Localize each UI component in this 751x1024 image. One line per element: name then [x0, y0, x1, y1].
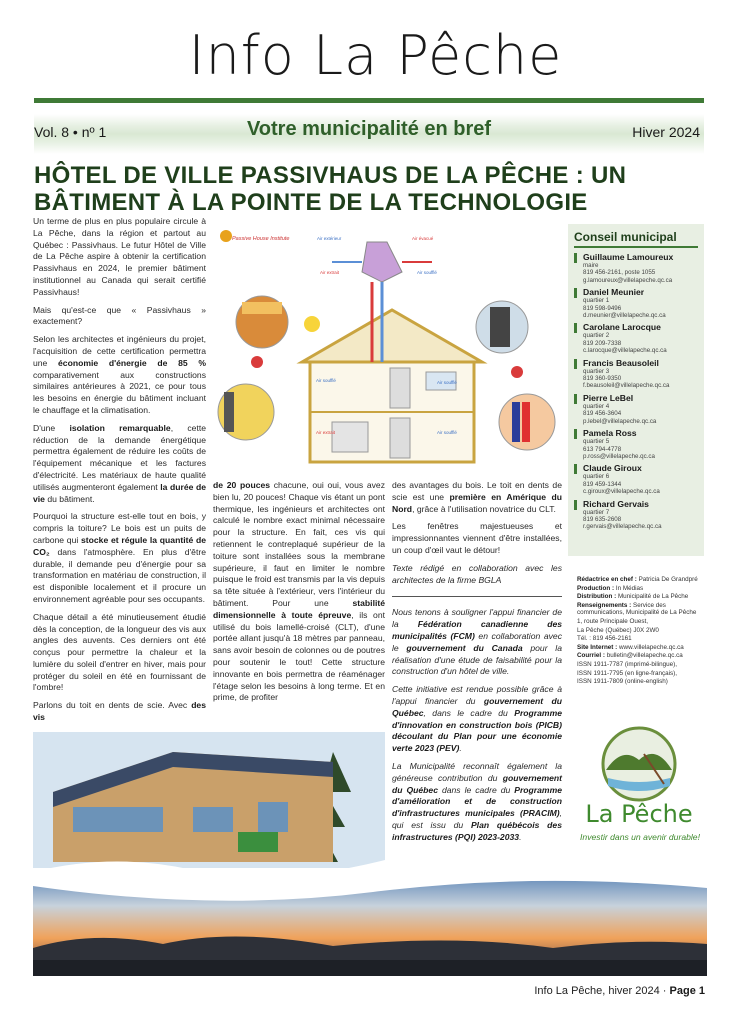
council-member [574, 358, 698, 390]
member-role: quartier 1 [583, 297, 610, 305]
svg-text:Air évacué: Air évacué [412, 236, 434, 241]
divider [392, 596, 562, 597]
member-role: maire [583, 262, 599, 269]
member-phone: 613 794-4778 [583, 445, 622, 453]
member-role: quartier 7 [583, 508, 610, 516]
website-link[interactable]: www.villelapeche.qc.ca [619, 643, 684, 651]
paragraph: Un terme de plus en plus populaire circule à La Pêche, dans la région et partout au Québec : Passivhaus. Le futur Hôtel de Ville de La Pêche aspire à obtenir la certification Passivhaus en 2024, le premier bâtiment institutionnel au Canada qui serait certifié Passivhaus! [33, 216, 206, 297]
masthead-title: Info La Pêche [188, 24, 563, 87]
passive-house-logo-icon [220, 230, 232, 242]
council-sidebar [568, 224, 704, 556]
member-email[interactable]: f.beausoleil@villelapeche.qc.ca [583, 382, 670, 390]
article-column-1 [33, 216, 206, 730]
institute-label: Passive House Institute [232, 236, 290, 242]
passivhaus-diagram [212, 222, 562, 472]
paragraph: La Municipalité reconnaît également la généreuse contribution du gouvernement du Québec dans le cadre du Programme d'amélioration et de construction d'infrastructures municipales (PRACIM), qui est issu du Plan québécois des infrastructures (PQI) 2023-2033. [392, 760, 562, 842]
svg-text:Air extrait: Air extrait [316, 430, 336, 435]
member-phone: 819 360-9350 [583, 375, 622, 383]
member-name: Claude Giroux [583, 463, 642, 474]
logo-wordmark: La Pêche [585, 800, 693, 828]
council-member [574, 393, 698, 425]
member-phone: 819 459-1344 [583, 480, 622, 488]
article-column-2 [213, 480, 385, 710]
member-role: quartier 2 [583, 332, 610, 340]
issue-banner [34, 114, 704, 154]
article-column-3 [392, 480, 562, 850]
issue-season: Hiver 2024 [632, 124, 700, 140]
svg-text:Air soufflé: Air soufflé [437, 380, 457, 385]
member-name: Daniel Meunier [583, 287, 645, 298]
member-name: Pierre LeBel [583, 392, 634, 403]
svg-text:Air soufflé: Air soufflé [316, 378, 336, 383]
paragraph: Texte rédigé en collaboration avec les architectes de la firme BGLA [392, 562, 562, 585]
member-email[interactable]: c.giroux@villelapeche.qc.ca [583, 488, 660, 496]
council-member [574, 252, 698, 284]
page-number: Page 1 [669, 985, 705, 997]
paragraph: de 20 pouces chacune, oui oui, vous avez bien lu, 20 pouces! Chaque vis étant un pont thermique, les ingénieurs et architectes ont calculé le nombre exact minimal nécessaire pour la structure. En fait, ces vis qui retiennent le contreplaqué supérieur de la toiture sont installées sous la membrane supérieure, il faut en limiter le nombre puisque le froid est transmis par la vis depuis sa tête située à l'extérieur, vers l'intérieur du bâtiment. Pour une stabilité dimensionnelle à toute épreuve, ils ont utilisé du bois lamellé-croisé (CLT), d'une portée allant jusqu'à 18 mètres par panneau, sans avoir besoin de colonnes ou de poutres pour soutenir le tout! Cette structure innovante en bois permettra de réaménager l'étage selon les besoins à long terme. Et en prime, de profiter [213, 480, 386, 703]
member-email[interactable]: c.larocque@villelapeche.qc.ca [583, 347, 667, 355]
sun-icon [304, 316, 320, 332]
page-footer: Info La Pêche, hiver 2024 · Page 1 [534, 985, 705, 997]
paragraph: Cette initiative est rendue possible grâce à l'appui financier du gouvernement du Québec, dans le cadre du Programme d'innovation en construction bois (PICB) découlant du Plan pour une économie verte 2023 (PEV). [392, 684, 563, 754]
member-role: quartier 5 [583, 438, 610, 446]
member-phone: 819 598-9496 [583, 304, 622, 312]
member-phone: 819 209-7338 [583, 339, 622, 347]
member-email[interactable]: d.meunier@villelapeche.qc.ca [583, 312, 666, 320]
volume-number: Vol. 8 • nº 1 [34, 124, 107, 140]
publication-credits: Rédactrice en chef : Patricia De Grandpré Production : In Médias Distribution : Municipalité de La Pêche Renseignements : Service des communications, Municipalité de La Pêche 1, route Principale Ouest, La Pêche (Québec) J0X 2W0 Tél. : 819 456-2161 Site Internet : www.villelapeche.qc.ca Courriel : bulletin@villelapeche.qc.ca ISSN 1911-7787 (imprimé-bilingue), ISSN 1911-7795 (en ligne-français), ISSN 1911-7809 (online-english) [577, 576, 698, 686]
council-member [574, 428, 698, 460]
paragraph: Nous tenons à souligner l'appui financier de la Fédération canadienne des municipalités (FCM) en collaboration avec le gouvernement du Canada pour la réalisation d'une étude de faisabilité pour la construction d'un hôtel de ville. [392, 607, 563, 677]
sunset-landscape-photo [33, 868, 707, 976]
member-role: quartier 6 [583, 473, 610, 481]
member-email[interactable]: p.ross@villelapeche.qc.ca [583, 452, 655, 460]
council-member [574, 463, 698, 495]
council-member [574, 322, 698, 354]
member-name: Guillaume Lamoureux [583, 252, 674, 262]
member-name: Francis Beausoleil [583, 357, 659, 368]
member-email[interactable]: p.lebel@villelapeche.qc.ca [583, 417, 657, 425]
email-link[interactable]: bulletin@villelapeche.qc.ca [606, 652, 683, 660]
member-name: Pamela Ross [583, 428, 637, 439]
member-name: Carolane Larocque [583, 322, 661, 333]
article-headline: HÔTEL DE VILLE PASSIVHAUS DE LA PÊCHE : UN BÂTIMENT À LA POINTE DE LA TECHNOLOGIE [34, 162, 627, 216]
member-phone: 819 456-3604 [583, 410, 622, 418]
svg-text:Air soufflé: Air soufflé [437, 430, 457, 435]
paragraph: Chaque détail a été minutieusement étudié dès la conception, de la longueur des vis aux angles des auvents. Ces derniers ont été conçus pour permettre la chaleur et la lumière du soleil d'entrer en hiver, mais pour protéger du soleil en été en fournissant de l'ombre! [33, 611, 206, 693]
svg-text:Air extrait: Air extrait [320, 270, 340, 275]
member-phone: 819 456-2161, poste 1055 [583, 269, 656, 277]
member-role: quartier 3 [583, 367, 610, 375]
banner-subtitle: Votre municipalité en bref [246, 118, 492, 140]
warm-indicator-icon [511, 366, 523, 378]
paragraph: Mais qu'est-ce que « Passivhaus » exactement? [33, 304, 206, 327]
logo-slogan: Investir dans un avenir durable! [580, 832, 700, 842]
paragraph: des avantages du bois. Le toit en dents de scie est une première en Amérique du Nord, grâce à l'utilisation novatrice du CLT. [392, 480, 562, 514]
member-role: quartier 4 [583, 402, 610, 410]
paragraph: Selon les architectes et ingénieurs du projet, l'acquisition de cette certification permettra une économie d'énergie de 85 % comparativement aux constructions similaires antérieures à 2021, ce pour tous les besoins en énergie du bâtiment incluant le chauffage et la climatisation. [33, 334, 206, 415]
warm-indicator-icon [251, 356, 263, 368]
member-name: Richard Gervais [583, 498, 649, 509]
paragraph: Parlons du toit en dents de scie. Avec des vis [33, 700, 206, 723]
town-hall-photo [33, 732, 385, 890]
paragraph: Les fenêtres majestueuses et impressionnantes viennent d'être installées, un coup d'œil vaut le détour! [392, 521, 562, 555]
member-email[interactable]: g.lamoureux@villelapeche.qc.ca [583, 276, 673, 284]
svg-text:Air extérieur: Air extérieur [317, 236, 342, 241]
svg-text:Air soufflé: Air soufflé [417, 270, 437, 275]
member-phone: 819 635-2608 [583, 515, 622, 523]
paragraph: Pourquoi la structure est-elle tout en bois, y compris la toiture? Le bois est un puits de carbone qui stocke et régule la quantité de CO₂ dans l'atmosphère. En plus d'être durable, il demande peu d'énergie pour sa transformation en matériau de construction, il est disponible localement et il procure un environnement agréable pour ses occupants. [33, 511, 206, 604]
council-member [574, 287, 698, 319]
member-email[interactable]: r.gervais@villelapeche.qc.ca [583, 523, 662, 531]
paragraph: D'une isolation remarquable, cette réduction de la demande énergétique permettra également de réduire les coûts de l'équipement mécanique et les factures d'électricité. Les matériaux de haute qualité utilisés augmenteront également la durée de vie du bâtiment. [33, 422, 207, 504]
council-member [574, 499, 698, 531]
masthead-rule [34, 98, 704, 103]
council-title: Conseil municipal [574, 230, 698, 248]
